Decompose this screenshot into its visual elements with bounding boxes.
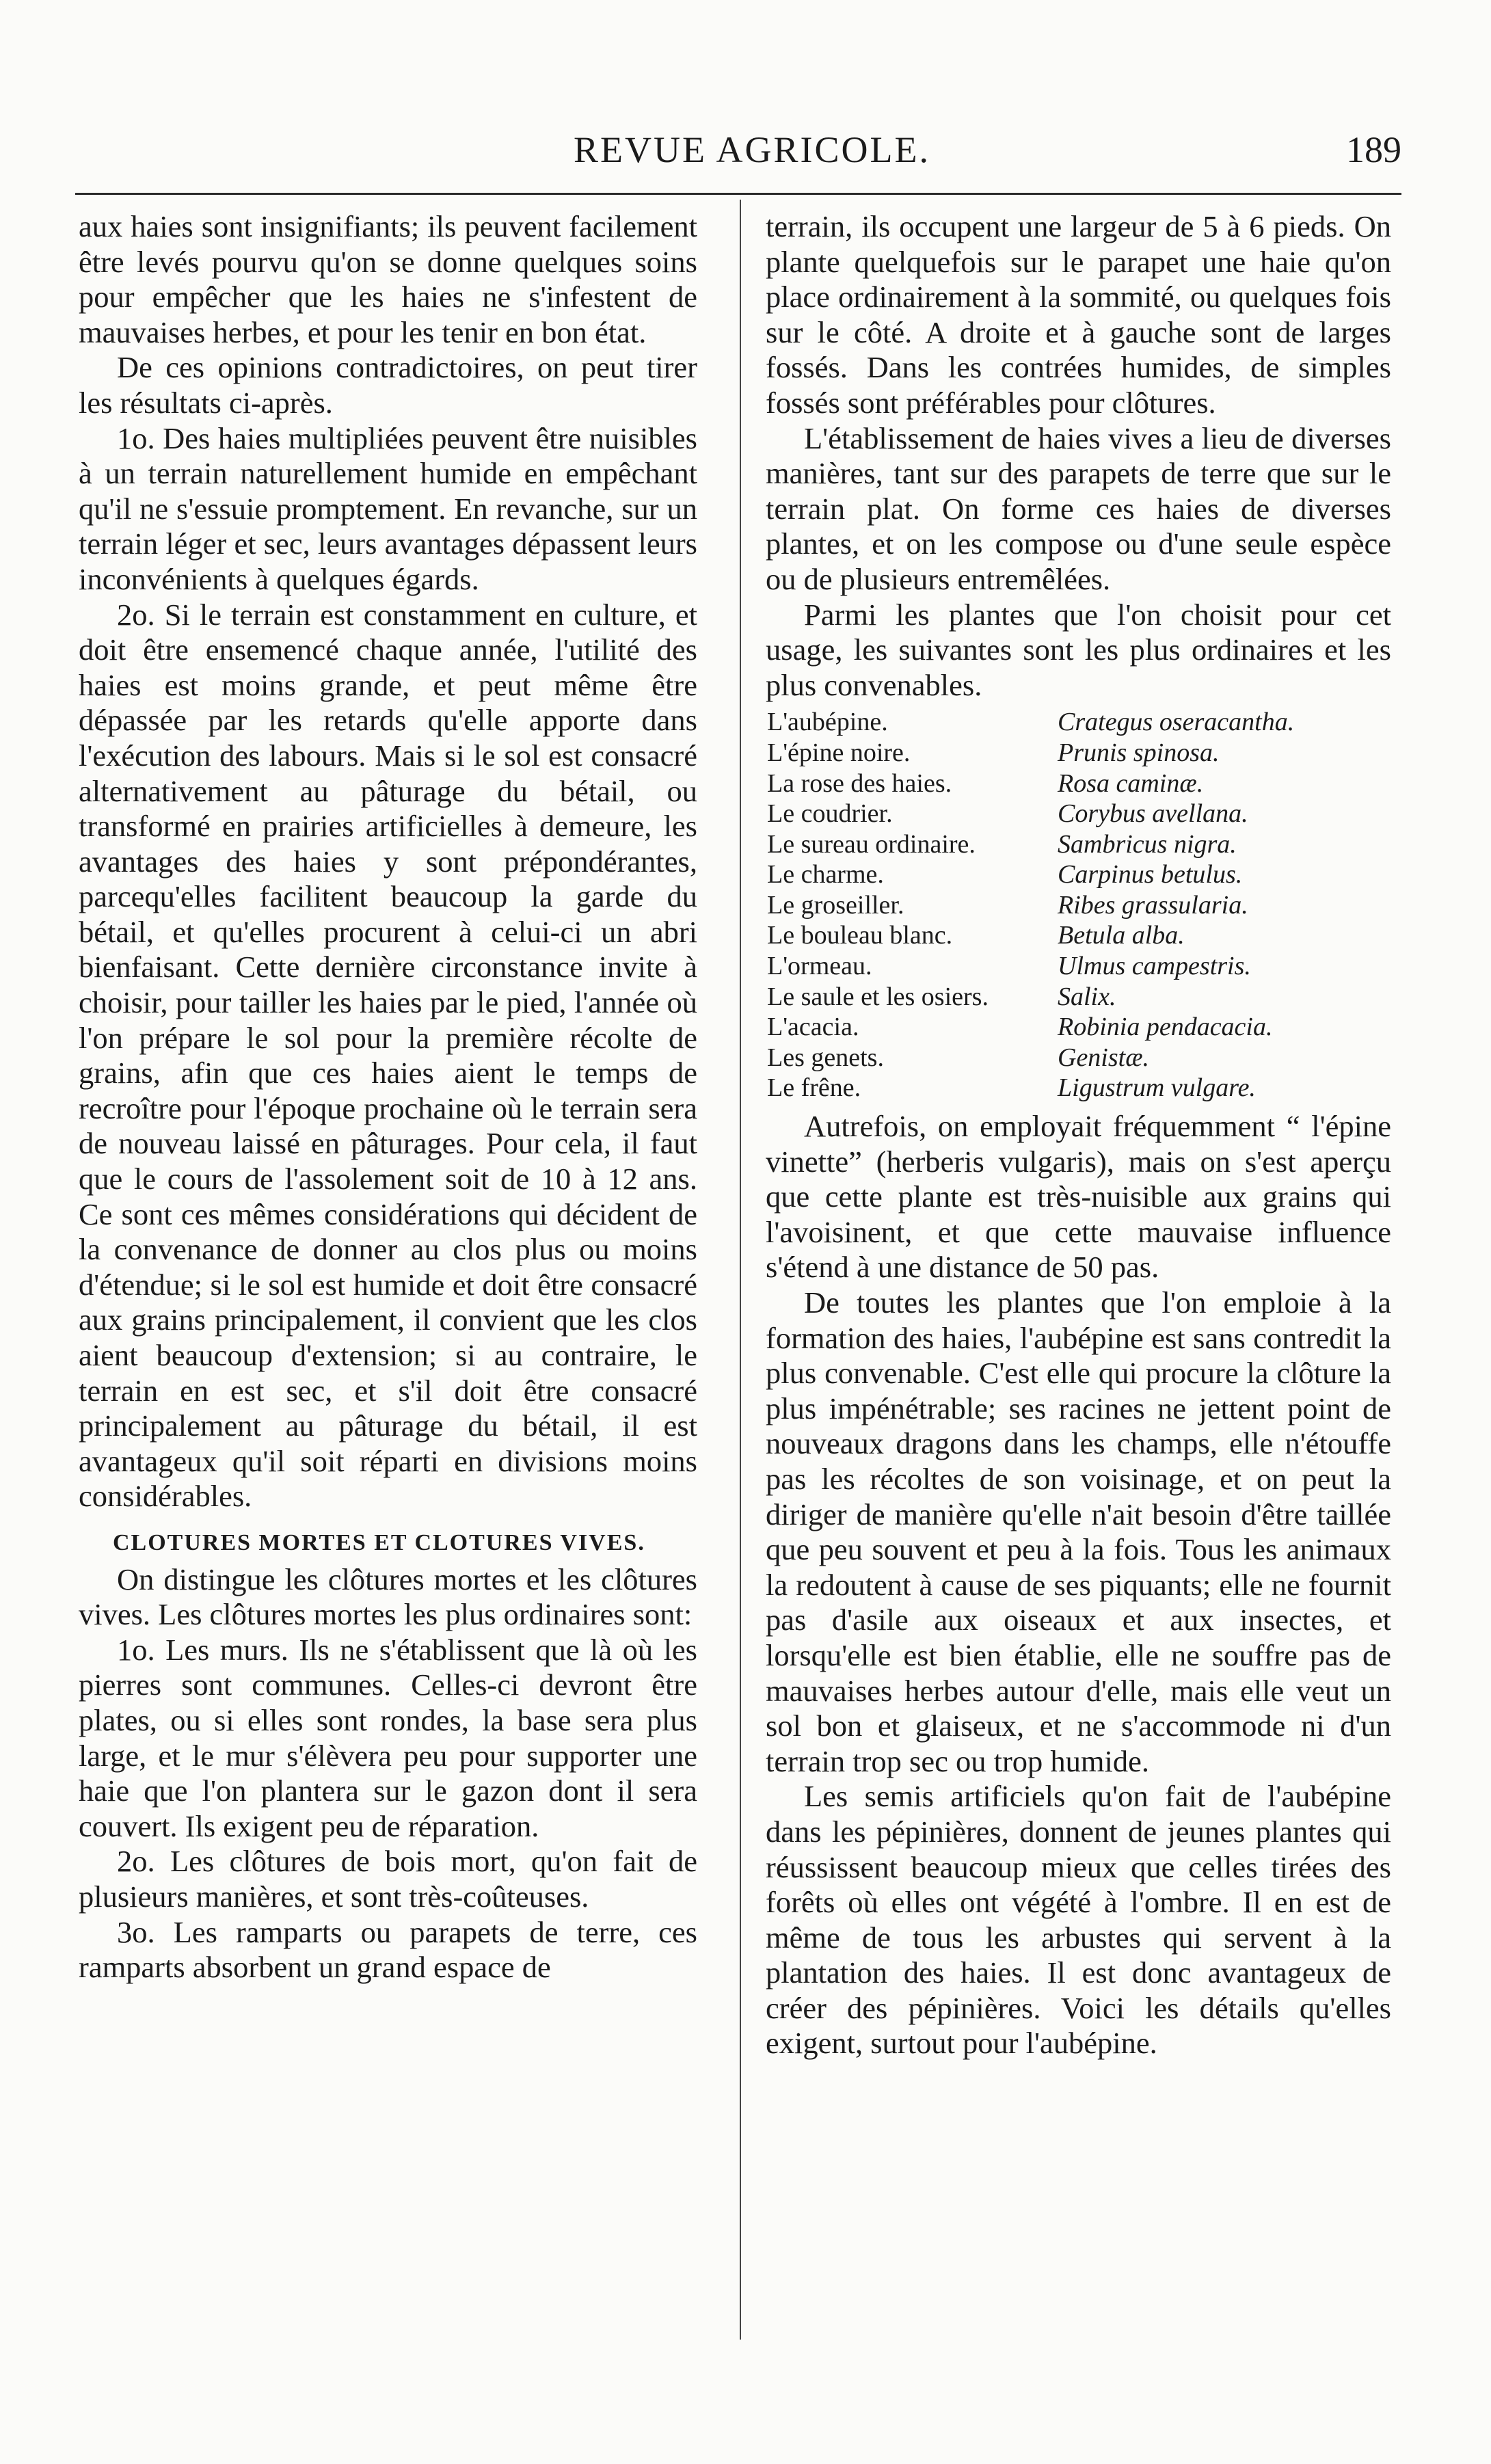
paragraph: De ces opinions contradictoires, on peut tirer les résultats ci-après. <box>79 350 697 420</box>
plant-row <box>766 982 1391 1013</box>
plant-latin-name: Ribes grassularia. <box>1058 890 1248 920</box>
plant-common-name: Le saule et les osiers. <box>767 982 989 1011</box>
plant-row <box>766 1012 1391 1043</box>
plant-latin-name: Genistæ. <box>1058 1043 1150 1072</box>
plant-common-name: L'ormeau. <box>767 952 872 981</box>
plant-common-name: L'acacia. <box>767 1013 859 1042</box>
plant-row <box>766 1043 1391 1073</box>
plant-latin-name: Prunis spinosa. <box>1058 738 1220 767</box>
header-rule <box>75 193 1401 195</box>
plant-row <box>766 768 1391 799</box>
plant-latin-name: Ulmus campestris. <box>1058 952 1251 981</box>
paragraph: 1o. Les murs. Ils ne s'établissent que là où les pierres sont communes. Celles-ci devront être plates, ou si elles sont rondes, la base sera plus large, et le mur s'élèvera peu pour supporter une haie que l'on plantera sur le gazon dont il sera couvert. Ils exigent peu de réparation. <box>79 1632 697 1843</box>
plant-common-name: Le coudrier. <box>767 799 893 829</box>
paragraph: 2o. Les clôtures de bois mort, qu'on fait de plusieurs manières, et sont très-coûteuses. <box>79 1844 697 1914</box>
plant-latin-name: Crategus oseracantha. <box>1058 708 1295 737</box>
plant-list <box>766 707 1391 1103</box>
paragraph: 1o. Des haies multipliées peuvent être nuisibles à un terrain naturellement humide en empêchant qu'il ne s'essuie promptement. En revanche, sur un terrain léger et sec, leurs avantages dépassent leurs inconvénients à quelques égards. <box>79 420 697 596</box>
paragraph: terrain, ils occupent une largeur de 5 à 6 pieds. On plante quelquefois sur le parapet une haie qu'on place ordinairement à la sommité, ou quelques fois sur le côté. A droite et à gauche sont de larges fossés. Dans les contrées humides, de simples fossés sont préférables pour clôtures. <box>766 209 1391 420</box>
plant-row <box>766 829 1391 860</box>
paragraph: Les semis artificiels qu'on fait de l'aubépine dans les pépinières, donnent de jeunes plantes qui réussissent beaucoup mieux que celles tirées des forêts où elles ont végété à l'ombre. Il en est de même de tous les arbustes qui servent à la plantation des haies. Il est donc avantageux de créer des pépinières. Voici les détails qu'elles exigent, surtout pour l'aubépine. <box>766 1779 1391 2061</box>
right-paragraphs <box>766 209 1391 703</box>
plant-row <box>766 920 1391 951</box>
plant-latin-name: Betula alba. <box>1058 921 1185 950</box>
section-heading: CLOTURES MORTES ET CLOTURES VIVES. <box>113 1529 645 1555</box>
plant-common-name: Le bouleau blanc. <box>767 921 953 950</box>
plant-common-name: L'aubépine. <box>767 708 888 737</box>
plant-row <box>766 859 1391 890</box>
paragraph: De toutes les plantes que l'on emploie à la formation des haies, l'aubépine est sans contredit la plus convenable. C'est elle qui procure la clôture la plus impénétrable; ses racines ne jettent point de nouveaux dragons dans les champs, elle n'étouffe pas les récoltes de son voisinage, et on peut la diriger de manière qu'elle n'ait besoin d'être taillée que peu souvent et peu à la fois. Tous les animaux la redoutent à cause de ses piquants; elle ne fournit pas d'asile aux oiseaux et aux insectes, et lorsqu'elle est bien établie, elle ne souffre pas de mauvaises herbes autour d'elle, mais elle veut un sol bon et glaiseux, et ne s'accommode ni d'un terrain trop sec ou trop humide. <box>766 1285 1391 1778</box>
plant-latin-name: Salix. <box>1058 982 1116 1011</box>
paragraph: Parmi les plantes que l'on choisit pour cet usage, les suivantes sont les plus ordinaires et les plus convenables. <box>766 597 1391 702</box>
plant-row <box>766 799 1391 829</box>
plant-latin-name: Ligustrum vulgare. <box>1058 1073 1256 1103</box>
plant-row <box>766 738 1391 768</box>
plant-latin-name: Corybus avellana. <box>1058 799 1248 829</box>
running-title: REVUE AGRICOLE. <box>574 129 930 170</box>
plant-row <box>766 1073 1391 1103</box>
paragraph: aux haies sont insignifiants; ils peuvent facilement être levés pourvu qu'on se donne quelques soins pour empêcher que les haies ne s'infestent de mauvaises herbes, et pour les tenir en bon état. <box>79 209 697 349</box>
paragraph: 3o. Les ramparts ou parapets de terre, ces ramparts absorbent un grand espace de <box>79 1914 697 1985</box>
plant-latin-name: Carpinus betulus. <box>1058 860 1243 889</box>
plant-row <box>766 707 1391 738</box>
plant-common-name: L'épine noire. <box>767 738 911 767</box>
plant-common-name: Les genets. <box>767 1043 884 1072</box>
column-divider <box>740 200 741 2340</box>
left-paragraphs <box>79 209 697 1514</box>
plant-common-name: Le frêne. <box>767 1073 861 1103</box>
plant-common-name: Le charme. <box>767 860 884 889</box>
left-paragraphs-after <box>79 1562 697 1985</box>
plant-latin-name: Rosa caminæ. <box>1058 768 1204 798</box>
right-column <box>766 209 1391 2061</box>
plant-row <box>766 951 1391 982</box>
page-number: 189 <box>1346 129 1401 170</box>
page-header <box>75 129 1401 183</box>
plant-latin-name: Sambricus nigra. <box>1058 829 1237 859</box>
right-paragraphs-after <box>766 1109 1391 2061</box>
plant-row <box>766 890 1391 921</box>
paragraph: Autrefois, on employait fréquemment “ l'épine vinette” (herberis vulgaris), mais on s'est aperçu que cette plante est très-nuisible aux grains qui l'avoisinent, et que cette mauvaise influence s'étend à une distance de 50 pas. <box>766 1109 1391 1285</box>
paragraph: On distingue les clôtures mortes et les clôtures vives. Les clôtures mortes les plus ordinaires sont: <box>79 1562 697 1632</box>
plant-common-name: La rose des haies. <box>767 768 952 798</box>
paragraph: L'établissement de haies vives a lieu de diverses manières, tant sur des parapets de terre que sur le terrain plat. On forme ces haies de diverses plantes, et on les compose ou d'une seule espèce ou de plusieurs entremêlées. <box>766 420 1391 596</box>
plant-latin-name: Robinia pendacacia. <box>1058 1013 1273 1042</box>
plant-common-name: Le sureau ordinaire. <box>767 829 976 859</box>
paragraph: 2o. Si le terrain est constamment en culture, et doit être ensemencé chaque année, l'utilité des haies est moins grande, et peut même être dépassée par les retards qu'elle apporte dans l'exécution des labours. Mais si le sol est consacré alternativement au pâturage du bétail, ou transformé en prairies artificielles à demeure, les avantages des haies y sont prépondérantes, parcequ'elles facilitent beaucoup la garde du bétail, et qu'elles procurent à celui-ci un abri bienfaisant. Cette dernière circonstance invite à choisir, pour tailler les haies par le pied, l'année où l'on prépare le sol pour la première récolte de grains, afin que ces haies aient le temps de recroître pour l'époque prochaine où le terrain sera de nouveau laissé en pâturages. Pour cela, il faut que le cours de l'assolement soit de 10 à 12 ans. Ce sont ces mêmes considérations qui décident de la convenance de donner au clos plus ou moins d'étendue; si le sol est humide et doit être consacré aux grains principalement, il convient que les clos aient beaucoup d'extension; si au contraire, le terrain en est sec, et s'il doit être consacré principalement au pâturage du bétail, il est avantageux qu'il soit réparti en divisions moins considérables. <box>79 597 697 1514</box>
left-column <box>79 209 697 1985</box>
plant-common-name: Le groseiller. <box>767 890 904 920</box>
